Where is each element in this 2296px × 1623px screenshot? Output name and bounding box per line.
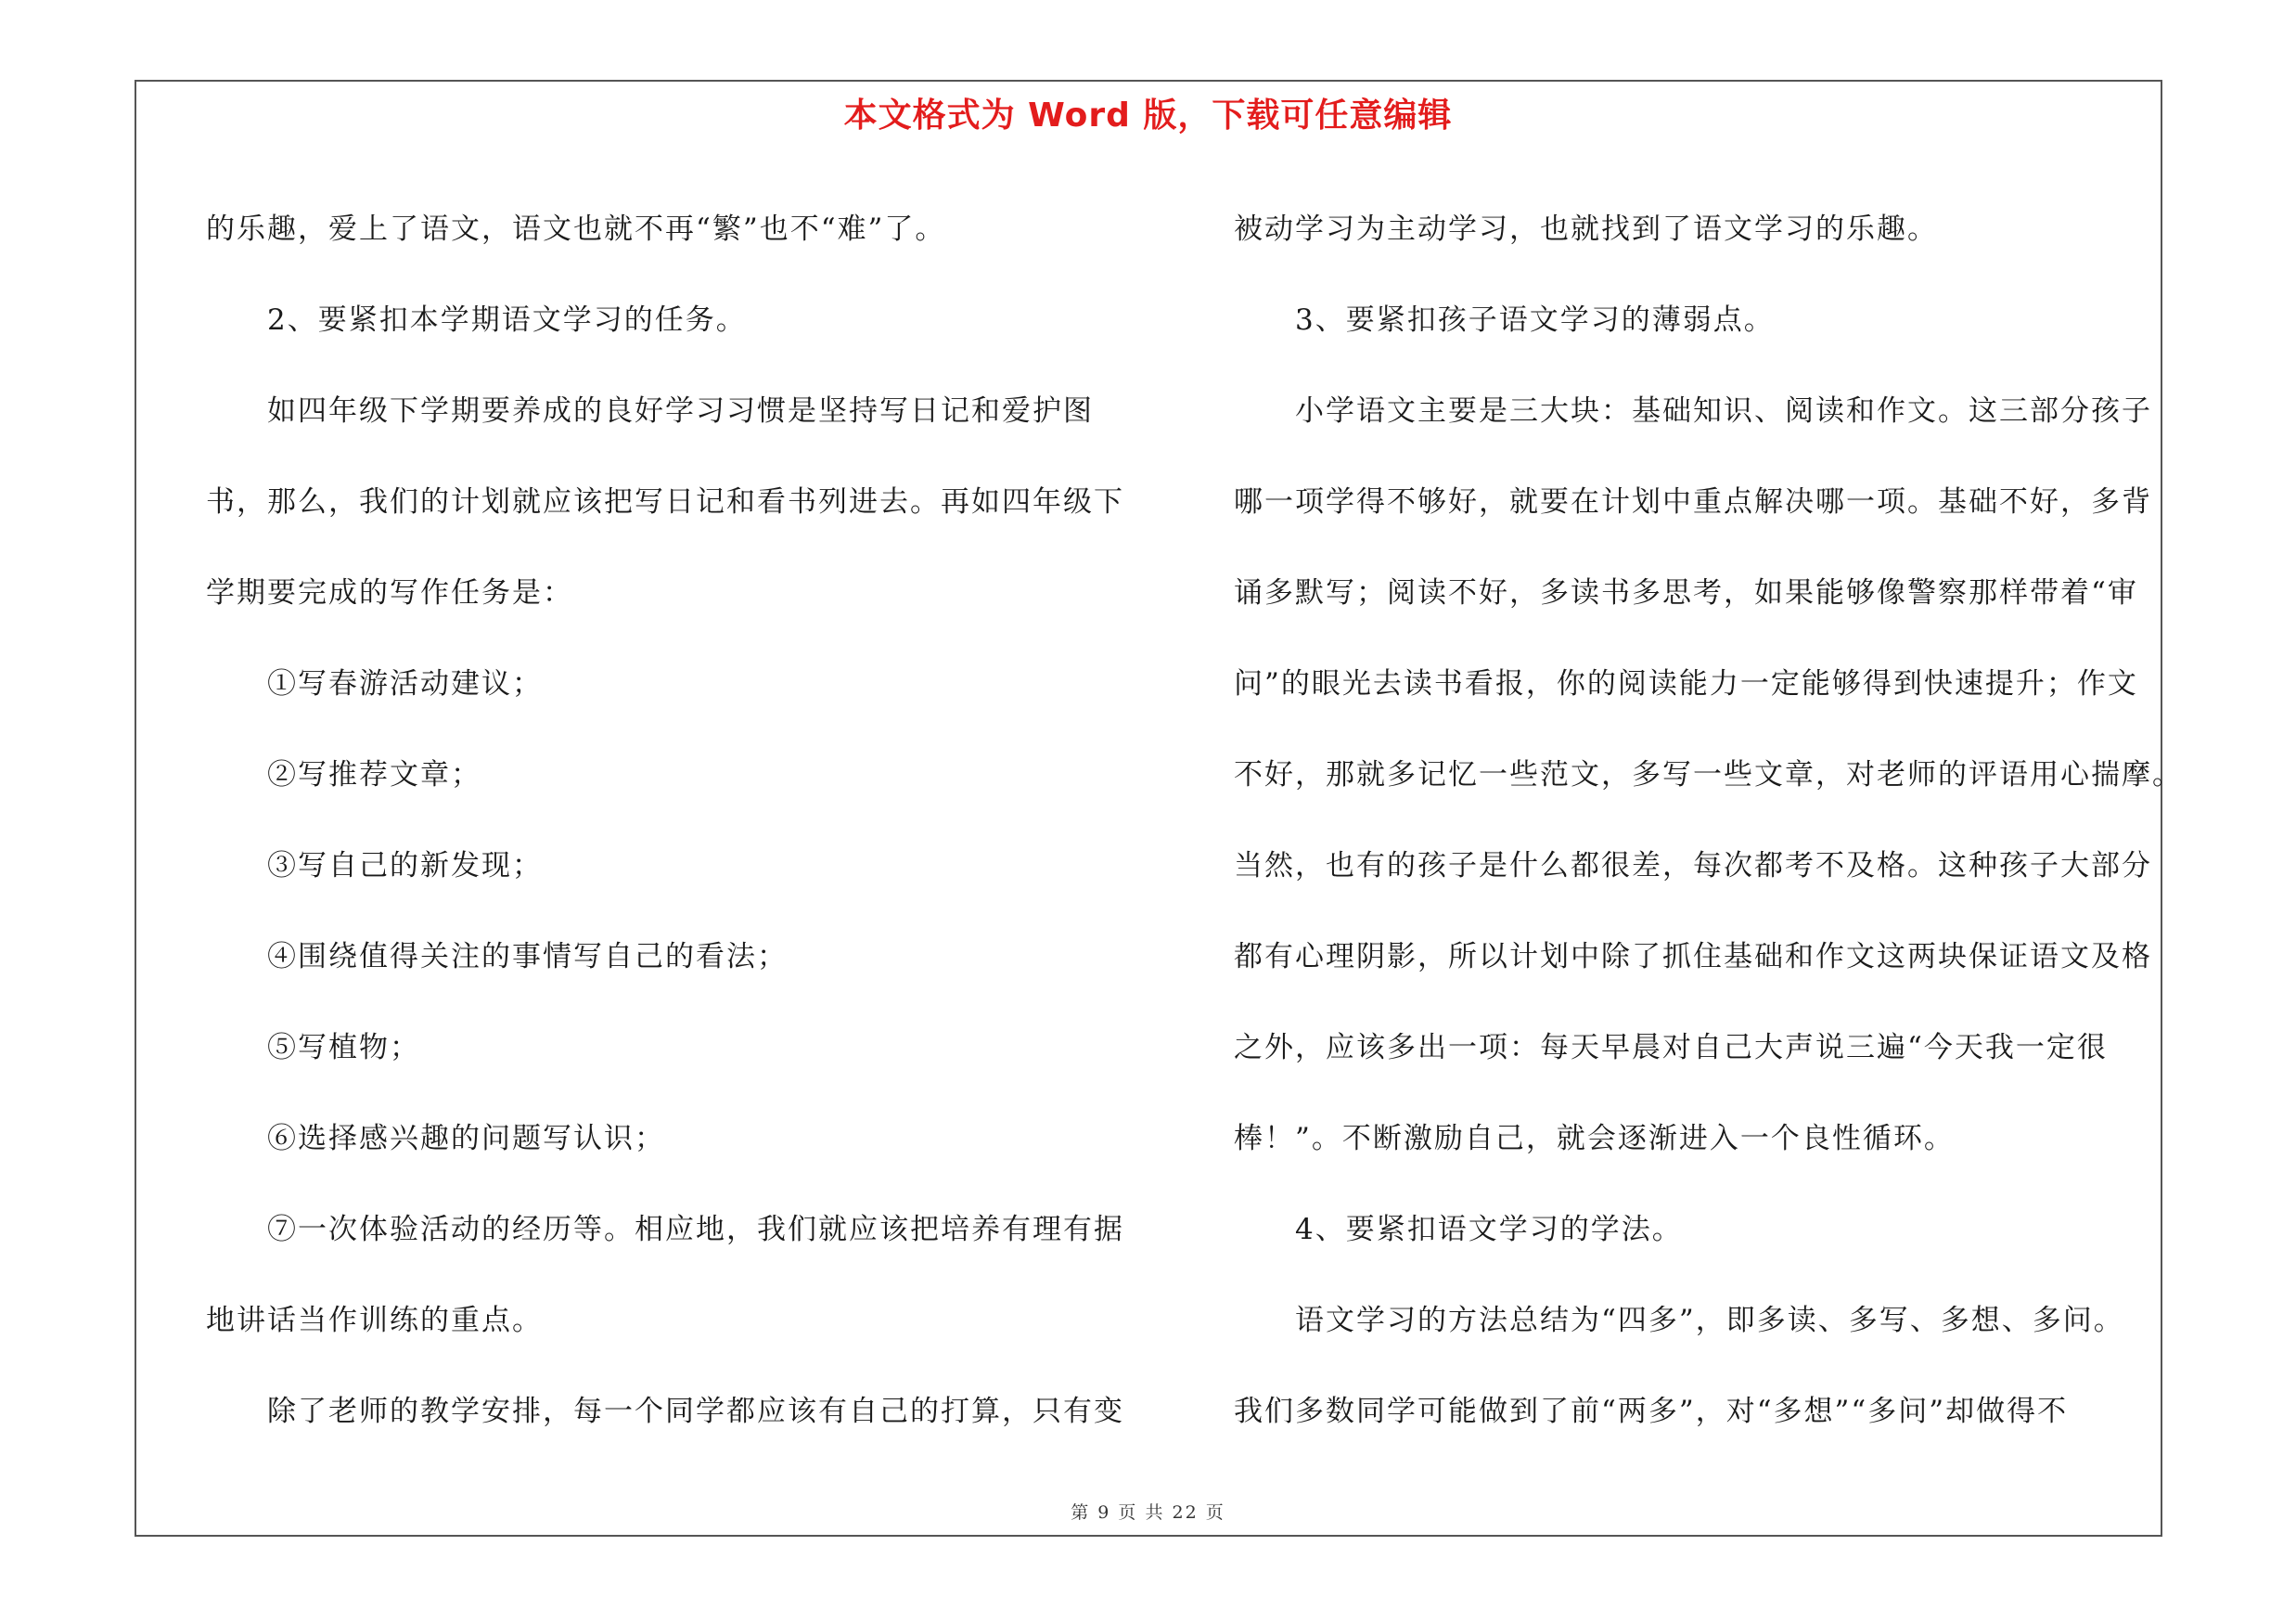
right-line-9: 都有心理阴影，所以计划中除了抓住基础和作文这两块保证语文及格 bbox=[1234, 940, 2152, 973]
left-line-1: 的乐趣，爱上了语文，语文也就不再“繁”也不“难”了。 bbox=[206, 213, 946, 246]
right-line-1: 被动学习为主动学习，也就找到了语文学习的乐趣。 bbox=[1234, 213, 1938, 246]
left-line-6: ①写春游活动建议； bbox=[267, 667, 543, 701]
left-line-11: ⑥选择感兴趣的问题写认识； bbox=[267, 1122, 665, 1155]
left-line-7: ②写推荐文章； bbox=[267, 758, 481, 792]
right-line-2: 3、要紧扣孩子语文学习的薄弱点。 bbox=[1295, 303, 1775, 337]
left-column bbox=[206, 184, 1124, 1457]
left-line-14: 除了老师的教学安排，每一个同学都应该有自己的打算，只有变 bbox=[267, 1395, 1124, 1428]
right-column bbox=[1234, 184, 2183, 1457]
left-line-12: ⑦一次体验活动的经历等。相应地，我们就应该把培养有理有据 bbox=[267, 1213, 1124, 1246]
left-line-4: 书，那么，我们的计划就应该把写日记和看书列进去。再如四年级下 bbox=[206, 485, 1124, 519]
page-number-footer: 第 9 页 共 22 页 bbox=[1071, 1502, 1225, 1523]
header-banner: 本文格式为 Word 版，下载可任意编辑 bbox=[843, 97, 1453, 135]
right-line-12: 4、要紧扣语文学习的学法。 bbox=[1295, 1213, 1683, 1246]
right-line-6: 问”的眼光去读书看报，你的阅读能力一定能够得到快速提升；作文 bbox=[1234, 667, 2138, 701]
left-line-10: ⑤写植物； bbox=[267, 1031, 420, 1064]
left-line-5: 学期要完成的写作任务是： bbox=[206, 576, 573, 610]
left-line-8: ③写自己的新发现； bbox=[267, 849, 543, 882]
right-line-14: 我们多数同学可能做到了前“两多”，对“多想”“多问”却做得不 bbox=[1234, 1395, 2069, 1428]
right-line-11: 棒！”。不断激励自己，就会逐渐进入一个良性循环。 bbox=[1234, 1122, 1955, 1155]
right-line-7: 不好，那就多记忆一些范文，多写一些文章，对老师的评语用心揣摩。 bbox=[1234, 758, 2183, 792]
left-line-3: 如四年级下学期要养成的良好学习习惯是坚持写日记和爱护图 bbox=[267, 394, 1094, 428]
right-line-4: 哪一项学得不够好，就要在计划中重点解决哪一项。基础不好，多背 bbox=[1234, 485, 2152, 519]
right-line-10: 之外，应该多出一项：每天早晨对自己大声说三遍“今天我一定很 bbox=[1234, 1031, 2108, 1064]
left-line-13: 地讲话当作训练的重点。 bbox=[206, 1304, 543, 1337]
right-line-13: 语文学习的方法总结为“四多”，即多读、多写、多想、多问。 bbox=[1295, 1304, 2124, 1337]
right-line-3: 小学语文主要是三大块：基础知识、阅读和作文。这三部分孩子 bbox=[1295, 394, 2152, 428]
right-line-5: 诵多默写；阅读不好，多读书多思考，如果能够像警察那样带着“审 bbox=[1234, 576, 2138, 610]
right-line-8: 当然，也有的孩子是什么都很差，每次都考不及格。这种孩子大部分 bbox=[1234, 849, 2152, 882]
left-line-2: 2、要紧扣本学期语文学习的任务。 bbox=[267, 303, 747, 337]
left-line-9: ④围绕值得关注的事情写自己的看法； bbox=[267, 940, 788, 973]
